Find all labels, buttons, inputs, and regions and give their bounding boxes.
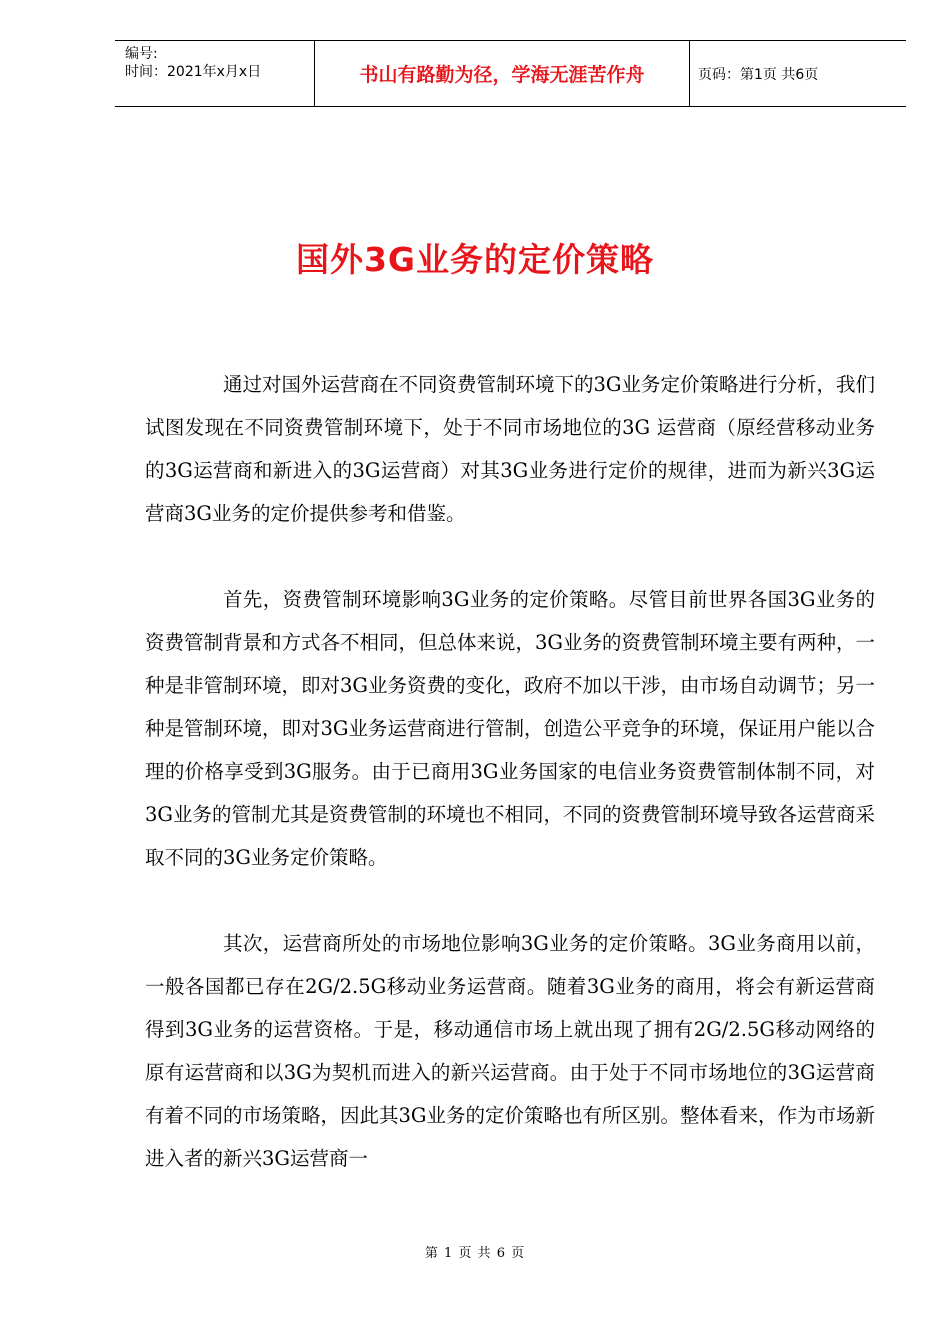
header-meta: [115, 41, 315, 106]
code-label: 编号:: [125, 46, 158, 62]
document-body: [145, 363, 875, 1223]
paragraph: 通过对国外运营商在不同资费管制环境下的3G业务定价策略进行分析，我们试图发现在不同资费管制环境下，处于不同市场地位的3G 运营商（原经营移动业务的3G运营商和新进入的3G运营商）对其3G业务进行定价的规律，进而为新兴3G运营商3G业务的定价提供参考和借鉴。: [145, 373, 875, 525]
header-motto: 书山有路勤为径，学海无涯苦作舟: [315, 41, 690, 106]
paragraph: 其次，运营商所处的市场地位影响3G业务的定价策略。3G业务商用以前，一般各国都已存在2G/2.5G移动业务运营商。随着3G业务的商用，将会有新运营商得到3G业务的运营资格。于是，移动通信市场上就出现了拥有2G/2.5G移动网络的原有运营商和以3G为契机而进入的新兴运营商。由于处于不同市场地位的3G运营商有着不同的市场策略，因此其3G业务的定价策略也有所区别。整体看来，作为市场新进入者的新兴3G运营商一: [145, 932, 875, 1170]
document-title: 国外3G业务的定价策略: [295, 240, 655, 279]
document-header: [115, 40, 906, 107]
paragraph: 首先，资费管制环境影响3G业务的定价策略。尽管目前世界各国3G业务的资费管制背景和方式各不相同，但总体来说，3G业务的资费管制环境主要有两种，一种是非管制环境，即对3G业务资费的变化，政府不加以干涉，由市场自动调节；另一种是管制环境，即对3G业务运营商进行管制，创造公平竞争的环境，保证用户能以合理的价格享受到3G服务。由于已商用3G业务国家的电信业务资费管制体制不同，对3G业务的管制尤其是资费管制的环境也不相同，不同的资费管制环境导致各运营商采取不同的3G业务定价策略。: [145, 588, 875, 869]
header-page-info: 页码：第1页 共6页: [698, 66, 819, 83]
time-label: 时间：2021年x月x日: [125, 64, 262, 80]
page-footer: 第 1 页 共 6 页: [424, 1246, 526, 1261]
